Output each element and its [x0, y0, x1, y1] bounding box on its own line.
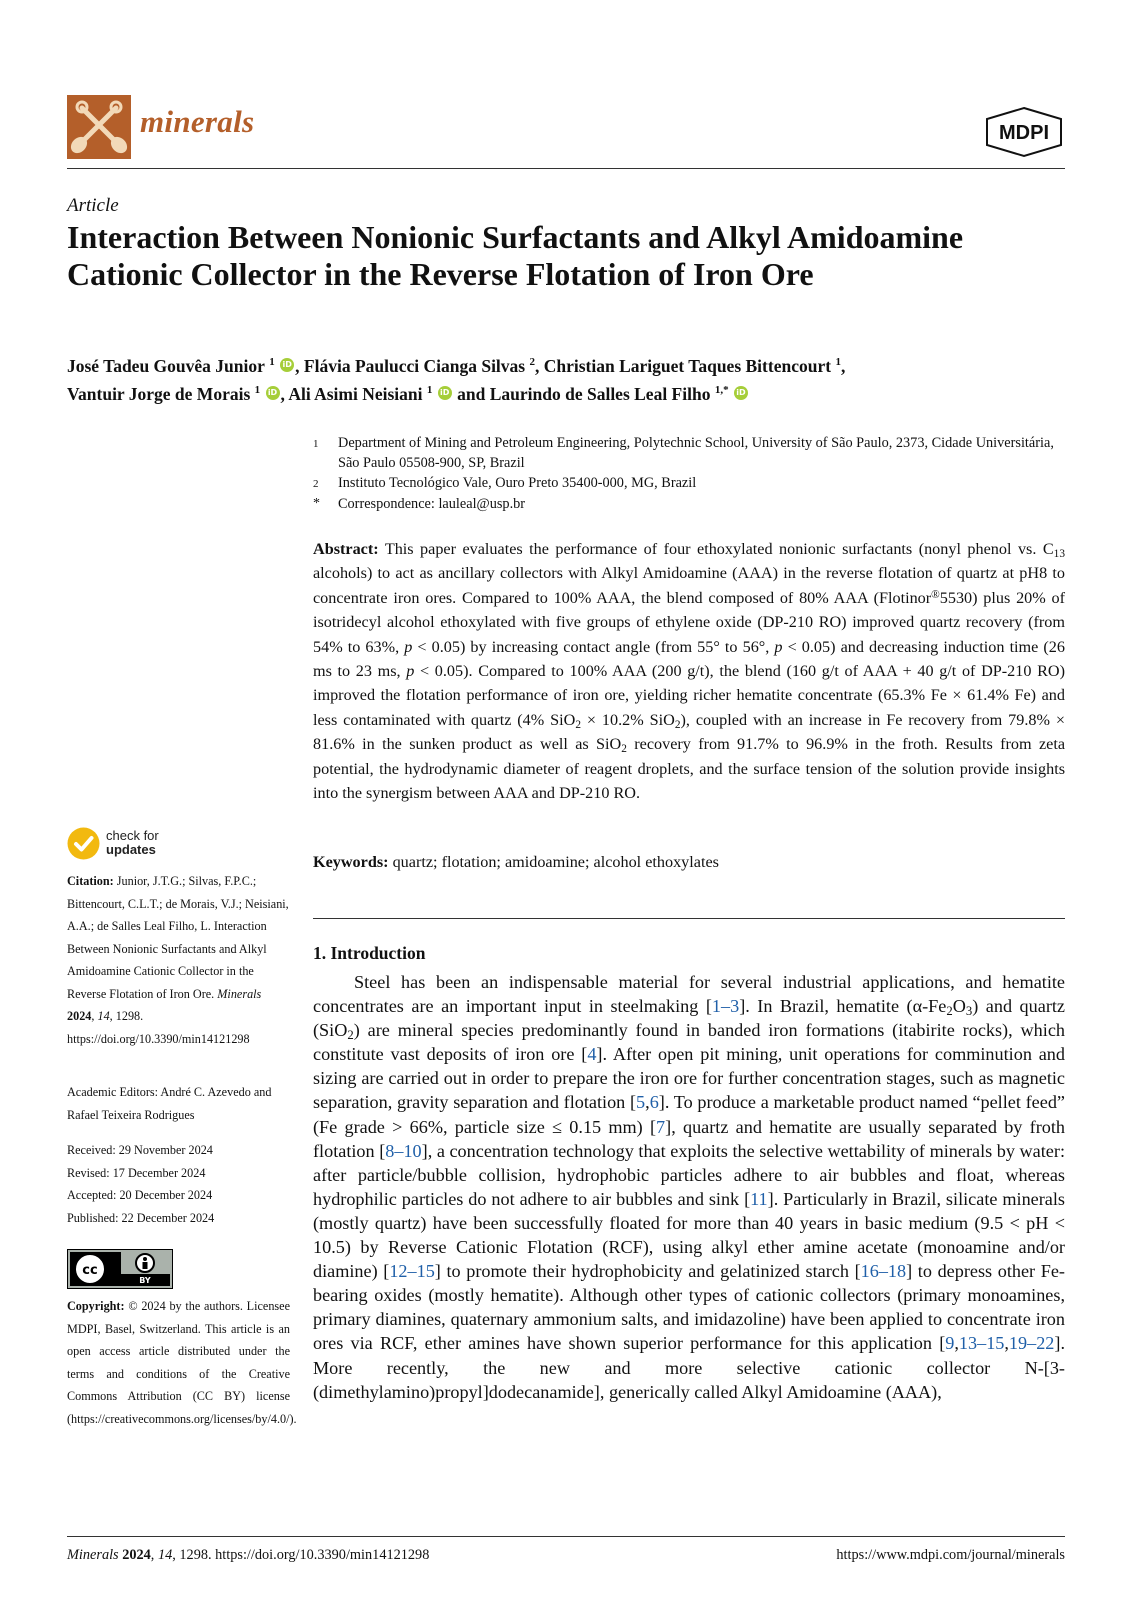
introduction-text: Steel has been an indispensable material for several industrial applications, and hematite concentrates are an important input in steelmaking [1–3]. In Brazil, hematite $(\alpha-Fe_2O_3)$ and quartz (SiO$_2$) are mineral species predominantly found in banded iron formations (itabirite rocks), which constitute vast deposits of iron ore [4]. After open pit mining, unit operations for comminution and sizing are carried out in order to prepare the iron ore for further concentration stages, such as magnetic separation, gravity separation and flotation [5,6]. To produce a marketable product named “pellet feed” (Fe grade > 66%, particle size ≤ 0.15 mm) [7], quartz and hematite are usually separated by froth flotation [8–10], a concentration technology that exploits the selective wettability of minerals by water: after particle/bubble collision, hydrophobic particles adhere to air bubbles and float, whereas hydrophilic particles do not adhere to air bubbles and sink [11]. Particularly in Brazil, silicate minerals (mostly quartz) have been successfully floated for more than 40 years in basic medium (9.5 < pH < 10.5) by Reverse Cationic Flotation (RCF), using alkyl ether amine acetate (monoamine and/or diamine) [12–15] to promote their hydrophobicity and gelatinized starch [16–18] to depress other Fe-bearing oxides (mostly hematite). Although other types of cationic collectors (primary monoamines, primary diamines, quaternary ammonium salts, and imidazoline) have been applied to concentrate iron ores via RCF, ether amines have shown superior performance for this application [9,13–15,19–22]. More recently, the new and more selective cationic collector N-[3-(dimethylamino)propyl]dodecanamide], generically called Alkyl Amidoamine (AAA),	[313, 972, 1066, 1402]
footer-article: 1298	[179, 1547, 208, 1563]
affiliation-item	[313, 494, 1065, 514]
check-for-updates-icon[interactable]	[67, 827, 100, 860]
author-name: Flávia Paulucci Cianga Silvas	[303, 355, 526, 376]
date-value: 29 November 2024	[118, 1143, 213, 1157]
subscript: 2	[575, 718, 581, 731]
affiliations	[313, 433, 1065, 514]
footer-volume: 14	[157, 1547, 173, 1563]
author-name: José Tadeu Gouvêa Junior	[67, 355, 265, 376]
affiliation-item	[313, 473, 1065, 494]
affiliation-text: Correspondence: lauleal@usp.br	[338, 496, 526, 512]
date-item	[67, 1207, 290, 1230]
crossed-shovels-icon	[67, 95, 131, 159]
date-label: Received:	[67, 1143, 119, 1157]
article-type: Article	[67, 195, 119, 216]
keywords-label: Keywords:	[313, 853, 389, 871]
superscript: ®	[931, 588, 940, 601]
reference-link[interactable]: 6	[649, 1092, 659, 1113]
reference-link[interactable]: 4	[587, 1044, 597, 1065]
italic-text: p	[774, 637, 783, 656]
reference-link[interactable]: 8–10	[385, 1140, 422, 1161]
article-title: Interaction Between Nonionic Surfactants and Alkyl Amidoamine Cationic Collector in the Reverse Flotation of Iron Ore	[67, 219, 964, 292]
section-heading: 1. Introduction	[313, 943, 426, 963]
footer-journal-link[interactable]: https://www.mdpi.com/journal/minerals	[836, 1547, 1065, 1563]
date-item	[67, 1139, 290, 1162]
reference-link[interactable]: 9	[945, 1333, 955, 1354]
affiliation-text: Instituto Tecnológico Vale, Ouro Preto 35400-000, MG, Brazil	[338, 475, 697, 491]
date-value: 17 December 2024	[112, 1165, 206, 1180]
citation-text: Junior, J.T.G.; Silvas, F.P.C.; Bittencourt, C.L.T.; de Morais, V.J.; Neisiani, A.A.; de Salles Leal Filho, L. Interaction Between Nonionic Surfactants and Alkyl Amidoamine Cationic Collector in the Reverse Flotation of Iron Ore. Minerals 2024, 14, 1298. https://doi.org/10.3390/min14121298	[67, 874, 289, 1046]
reference-link[interactable]: 7	[656, 1116, 666, 1137]
editors-names: André C. Azevedo and Rafael Teixeira Rodrigues	[67, 1085, 272, 1122]
check-for-updates-line1: check for	[106, 828, 159, 843]
author-name: Ali Asimi Neisiani	[288, 383, 423, 404]
italic-text: p	[404, 637, 413, 656]
date-item	[67, 1162, 290, 1185]
date-label: Accepted:	[67, 1188, 120, 1202]
citation-label: Citation:	[67, 874, 114, 888]
check-for-updates-line2: updates	[106, 842, 156, 857]
abstract	[313, 537, 1065, 805]
subscript: 3	[965, 1004, 973, 1019]
date-label: Revised:	[67, 1165, 113, 1180]
author-affiliation-mark: 1	[254, 383, 261, 396]
cc-by-license-badge[interactable]	[67, 1249, 173, 1289]
orcid-icon[interactable]: iD	[734, 386, 748, 400]
author-name: Laurindo de Salles Leal Filho	[489, 383, 711, 404]
affiliation-mark: 1	[313, 438, 319, 450]
editors-label: Academic Editors:	[67, 1085, 159, 1099]
copyright-notice	[67, 1295, 297, 1430]
footer-rule	[67, 1536, 1065, 1537]
journal-logo	[67, 95, 131, 159]
copyright-text: © 2024 by the authors. Licensee MDPI, Basel, Switzerland. This article is an open access article distributed under the terms and conditions of the Creative Commons Attribution (CC BY) license (https://creativecommons.org/licenses/by/4.0/).	[67, 1299, 297, 1426]
header-rule	[67, 168, 1065, 169]
affiliation-text: Department of Mining and Petroleum Engineering, Polytechnic School, University of São Paulo, 2373, Cidade Universitária, São Paulo 05508-900, SP, Brazil	[338, 435, 1054, 471]
reference-link[interactable]: 5	[636, 1092, 646, 1113]
author-affiliation-mark: 1,*	[714, 383, 729, 396]
reference-link[interactable]: 13–15	[958, 1333, 1005, 1354]
academic-editors	[67, 1081, 290, 1126]
author-list: José Tadeu Gouvêa Junior $^1$ iD , Flávia Paulucci Cianga Silvas $^2$, Christian Lariguet Taques Bittencourt $^1$, Vantuir Jorge de Morais $^1$ iD , Ali Asimi Neisiani $^1$ iD and Laurindo de Salles Leal Filho $^{1,*}$ iD	[67, 355, 846, 404]
abstract-text: This paper evaluates the performance of four ethoxylated nonionic surfactants (nonyl phenol vs. $C_{13}$ alcohols) to act as ancillary collectors with Alkyl Amidoamine (AAA) in the reverse flotation of quartz at pH8 to concentrate iron ores. Compared to 100% AAA, the blend composed of 80% AAA (Flotinor®5530) plus 20% of isotridecyl alcohol ethoxylated with five groups of ethylene oxide (DP-210 RO) improved quartz recovery (from 54% to 63%, p < 0.05) by increasing contact angle (from 55° to 56°, p < 0.05) and decreasing induction time (26 ms to 23 ms, p < 0.05). Compared to 100% AAA (200 g/t), the blend (160 g/t of AAA + 40 g/t of DP-210 RO) improved the flotation performance of iron ore, yielding richer hematite concentrate (65.3% Fe × 61.4% Fe) and less contaminated with quartz (4% SiO$_2$ × 10.2% SiO$_2$), coupled with an increase in Fe recovery from 79.8% × 81.6% in the sunken product as well as SiO$_2$ recovery from 91.7% to 96.9% in the froth. Results from zeta potential, the hydrodynamic diameter of reagent droplets, and the surface tension of the solution provide insights into the synergism between AAA and DP-210 RO.	[313, 540, 1066, 803]
reference-link[interactable]: 16–18	[860, 1261, 907, 1282]
keywords	[313, 850, 1065, 874]
subscript: 2	[621, 743, 627, 756]
subscript: 2	[674, 718, 681, 731]
bold-text: 2024	[67, 1009, 92, 1023]
orcid-icon[interactable]: iD	[438, 386, 452, 400]
keywords-text: quartz; flotation; amidoamine; alcohol ethoxylates	[392, 853, 719, 871]
subscript: 13	[1053, 547, 1065, 560]
reference-link[interactable]: 12–15	[389, 1261, 435, 1282]
subscript: 2	[946, 1004, 953, 1019]
italic-text: 14	[97, 1009, 110, 1023]
footer-year: 2024	[122, 1547, 151, 1563]
abstract-label: Abstract:	[313, 540, 379, 558]
date-item	[67, 1184, 290, 1207]
footer-journal: Minerals	[67, 1547, 119, 1563]
affiliation-mark: 2	[313, 478, 319, 490]
svg-text:cc: cc	[82, 1263, 98, 1278]
footer-citation: Minerals 2024, 14, 1298. https://doi.org/10.3390/min14121298	[67, 1547, 430, 1563]
author-affiliation-mark: 1	[835, 356, 841, 368]
affiliation-mark: *	[313, 496, 320, 511]
author-affiliation-mark: 1	[426, 383, 433, 396]
affiliation-item	[313, 433, 1065, 473]
italic-text: p	[406, 662, 415, 681]
reference-link[interactable]: 1–3	[711, 996, 740, 1017]
orcid-icon[interactable]: iD	[266, 386, 280, 400]
reference-link[interactable]: 19–22	[1008, 1333, 1055, 1354]
mdpi-logo-text: MDPI	[999, 122, 1049, 144]
subscript: 2	[347, 1028, 354, 1043]
author-name: Christian Lariguet Taques Bittencourt	[543, 355, 832, 376]
section-rule	[313, 918, 1065, 919]
copyright-label: Copyright:	[67, 1299, 125, 1313]
citation	[67, 870, 290, 1050]
mdpi-logo	[983, 106, 1065, 158]
author-name: Vantuir Jorge de Morais	[67, 383, 251, 404]
date-value: 22 December 2024	[121, 1210, 215, 1225]
author-affiliation-mark: 2	[529, 356, 535, 368]
orcid-icon[interactable]: iD	[280, 358, 294, 372]
date-label: Published:	[67, 1210, 122, 1225]
author-affiliation-mark: 1	[269, 356, 275, 368]
footer-doi-link[interactable]: https://doi.org/10.3390/min14121298	[215, 1547, 430, 1563]
check-for-updates-button[interactable]	[106, 829, 159, 857]
italic-text: Minerals	[217, 986, 262, 1001]
date-value: 20 December 2024	[119, 1188, 213, 1202]
reference-link[interactable]: 11	[750, 1188, 768, 1209]
publication-dates	[67, 1139, 290, 1229]
journal-name: minerals	[140, 104, 255, 139]
cc-badge-text: BY	[139, 1276, 151, 1285]
